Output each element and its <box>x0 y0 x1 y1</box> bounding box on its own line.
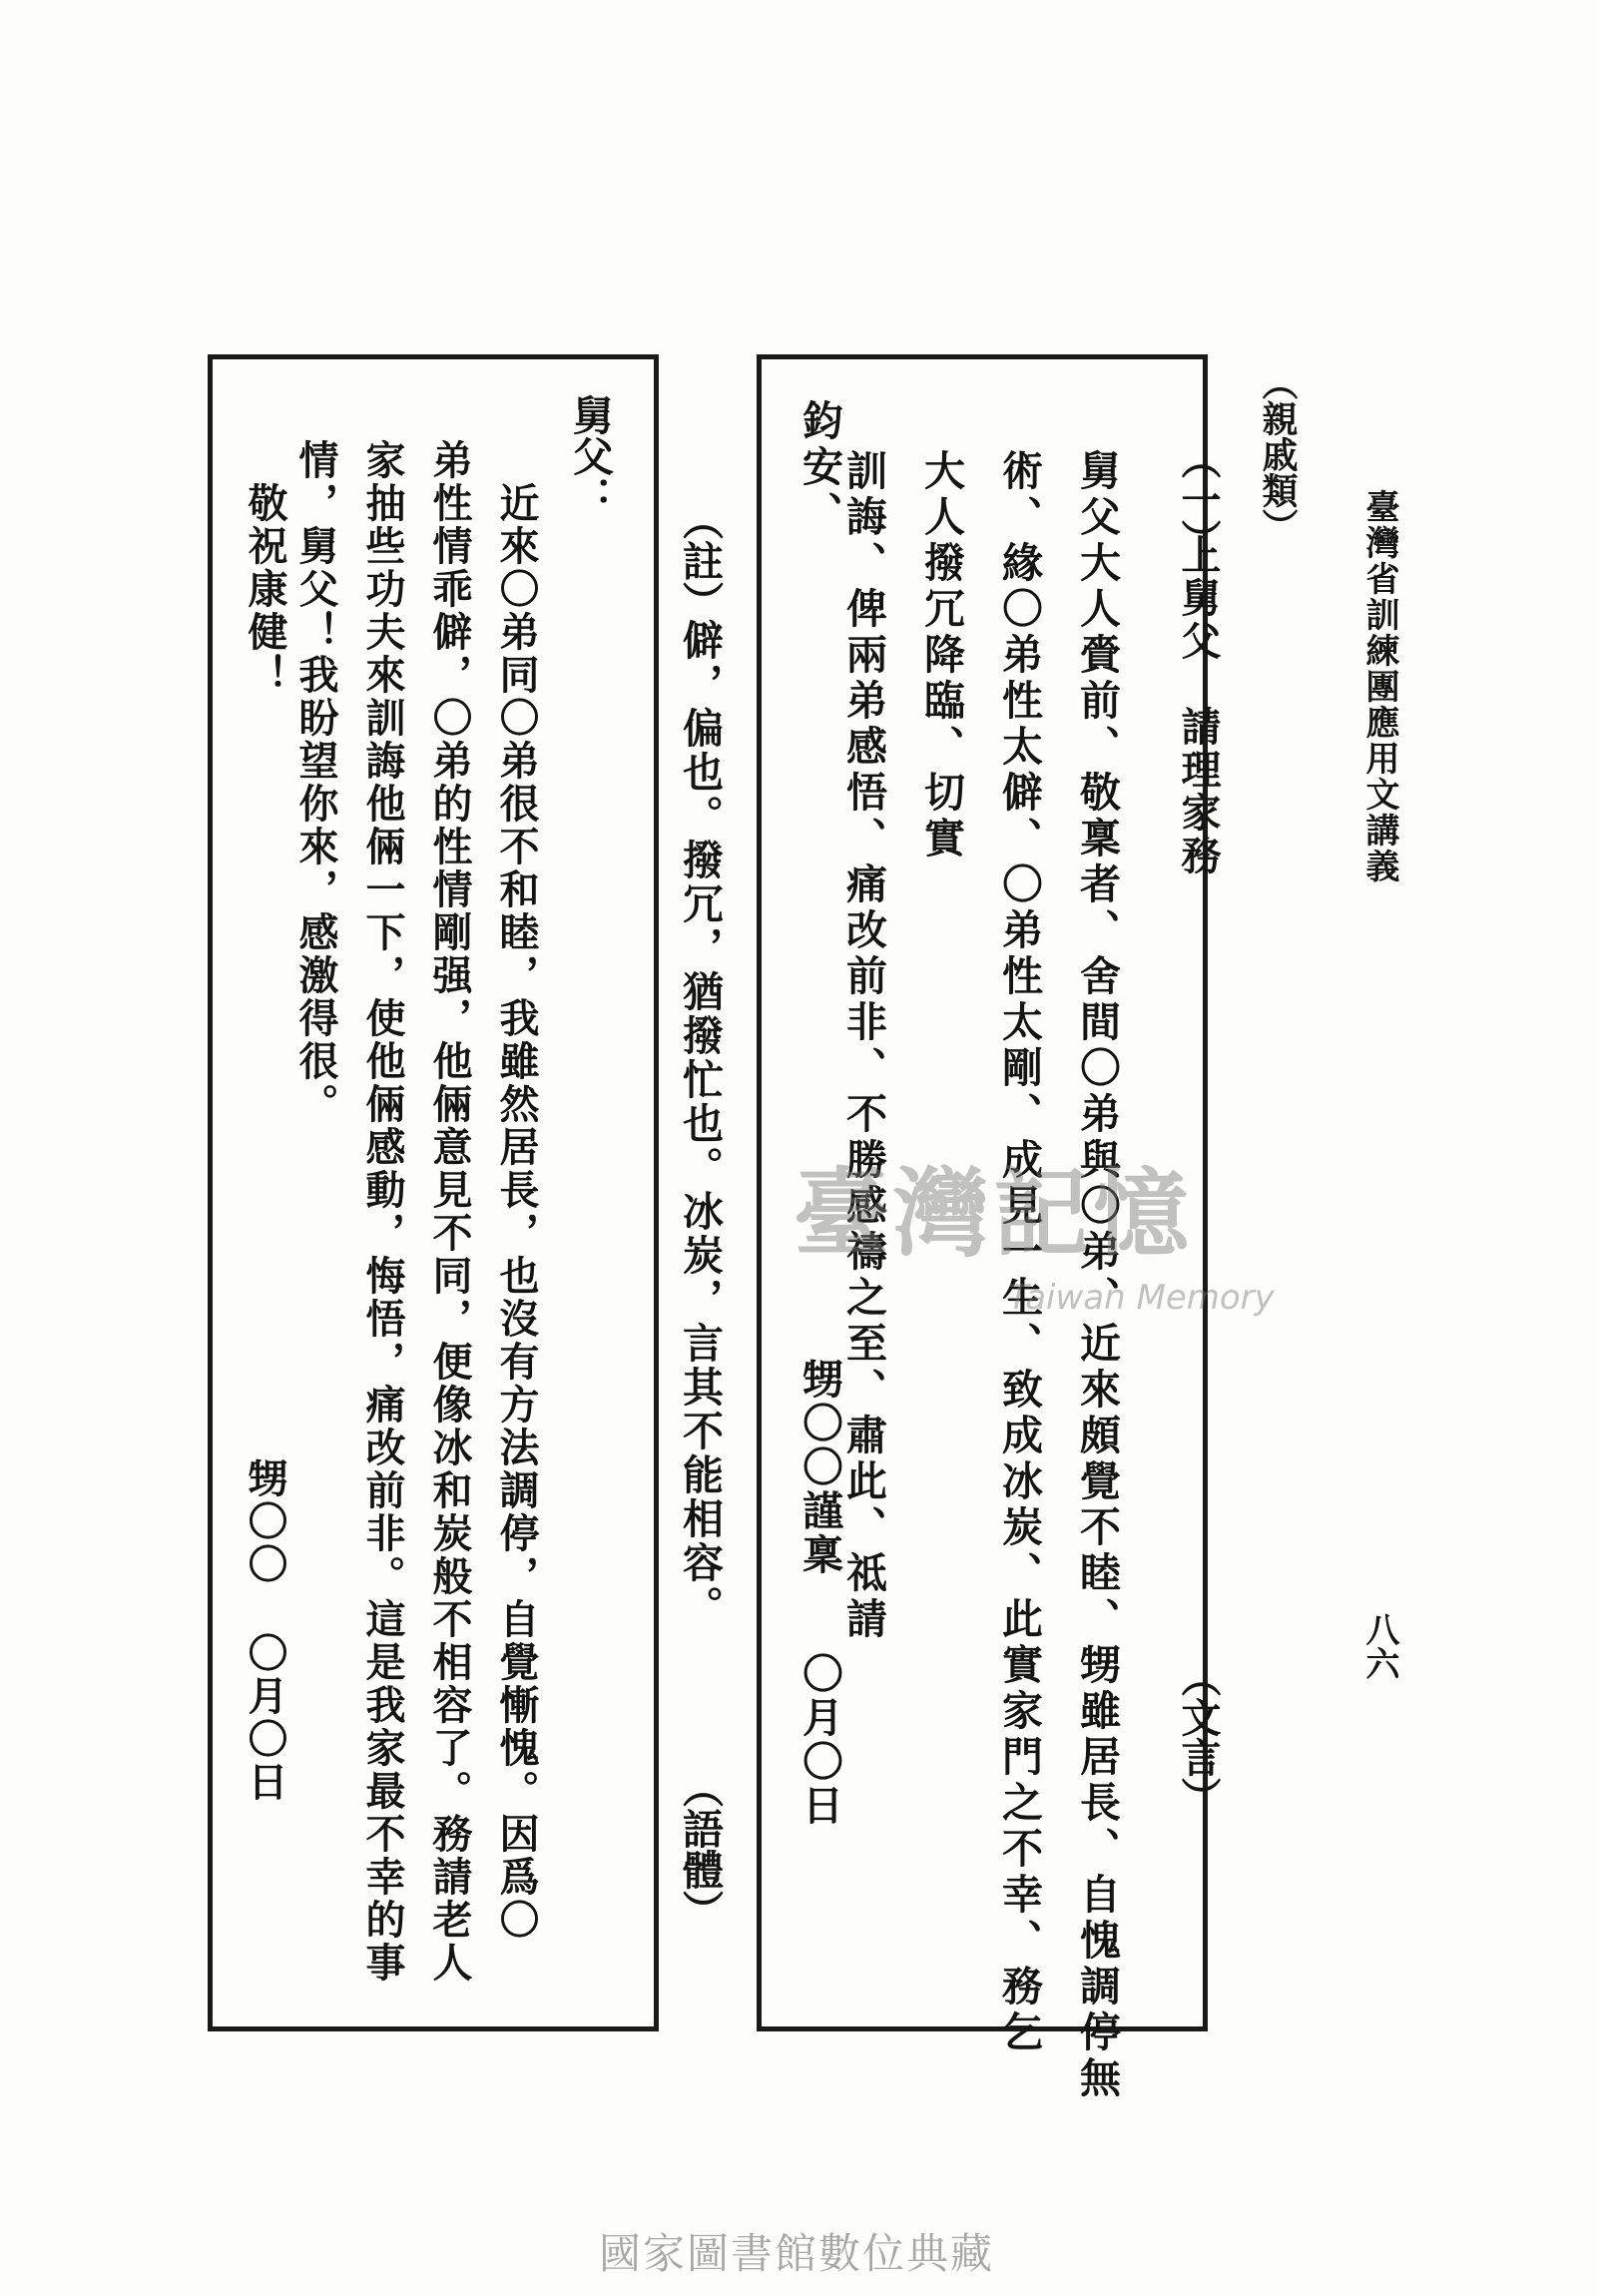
vernacular-salutation: 舅父： <box>566 394 614 517</box>
classical-date: 〇月〇日 <box>796 1652 843 1828</box>
style-tag-vernacular: （語體） <box>676 1767 724 1931</box>
section-label: （親戚類） <box>1257 364 1299 544</box>
classical-line-4: 訓誨、俾兩弟感悟、痛改前非、不勝感禱之至、肅此、祗請 <box>839 449 887 1643</box>
watermark-chinese: 臺灣記憶 <box>794 1157 1193 1270</box>
style-tag-classical: （文言） <box>1175 1657 1222 1817</box>
classical-line-5: 鈞安、 <box>796 399 843 537</box>
classical-signature: 甥〇〇謹稟 <box>796 1358 843 1577</box>
vernacular-line-4: 情，舅父！我盼望你來，感激得很。 <box>292 439 339 1126</box>
running-title: 臺灣省訓練團應用文講義 <box>1359 489 1399 884</box>
letter-title: 上舅父 請理家務 <box>1175 534 1222 877</box>
vernacular-line-2: 弟性情乖僻，〇弟的性情剛强，他倆意見不同，便像冰和炭般不相容了。務請老人 <box>426 439 473 1985</box>
vernacular-signature: 甥〇〇 <box>242 1457 288 1586</box>
vernacular-date: 〇月〇日 <box>242 1632 288 1804</box>
page-number: 八六 <box>1359 1612 1399 1680</box>
vernacular-line-3: 家抽些功夫來訓誨他倆一下，使他倆感動，悔悟，痛改前非。這是我家最不幸的事 <box>359 439 406 1985</box>
notes-label: （註） <box>676 499 724 622</box>
watermark-footer: 國家圖書館數位典藏 <box>599 2229 995 2278</box>
classical-line-1: 舅父大人賫前、敬稟者、舍間〇弟與〇弟、近來頗覺不睦、甥雖居長、自愧調停無 <box>1073 449 1121 2102</box>
watermark-english: Taiwan Memory <box>1008 1278 1275 1318</box>
classical-line-2: 術、緣〇弟性太僻、〇弟性太剛、成見一生、致成冰炭、此實家門之不幸、務乞 <box>995 449 1043 2056</box>
letter-number: （一） <box>1175 439 1222 559</box>
vernacular-line-5: 敬祝康健！ <box>242 439 288 697</box>
classical-line-3: 大人撥冗降臨、切實 <box>917 449 965 862</box>
vernacular-line-1: 近來〇弟同〇弟很不和睦，我雖然居長，也沒有方法調停，自覺慚愧。因爲〇 <box>493 439 540 1942</box>
notes-text: 僻，偏也。撥冗，猶撥忙也。冰炭，言其不能相容。 <box>676 619 724 1629</box>
